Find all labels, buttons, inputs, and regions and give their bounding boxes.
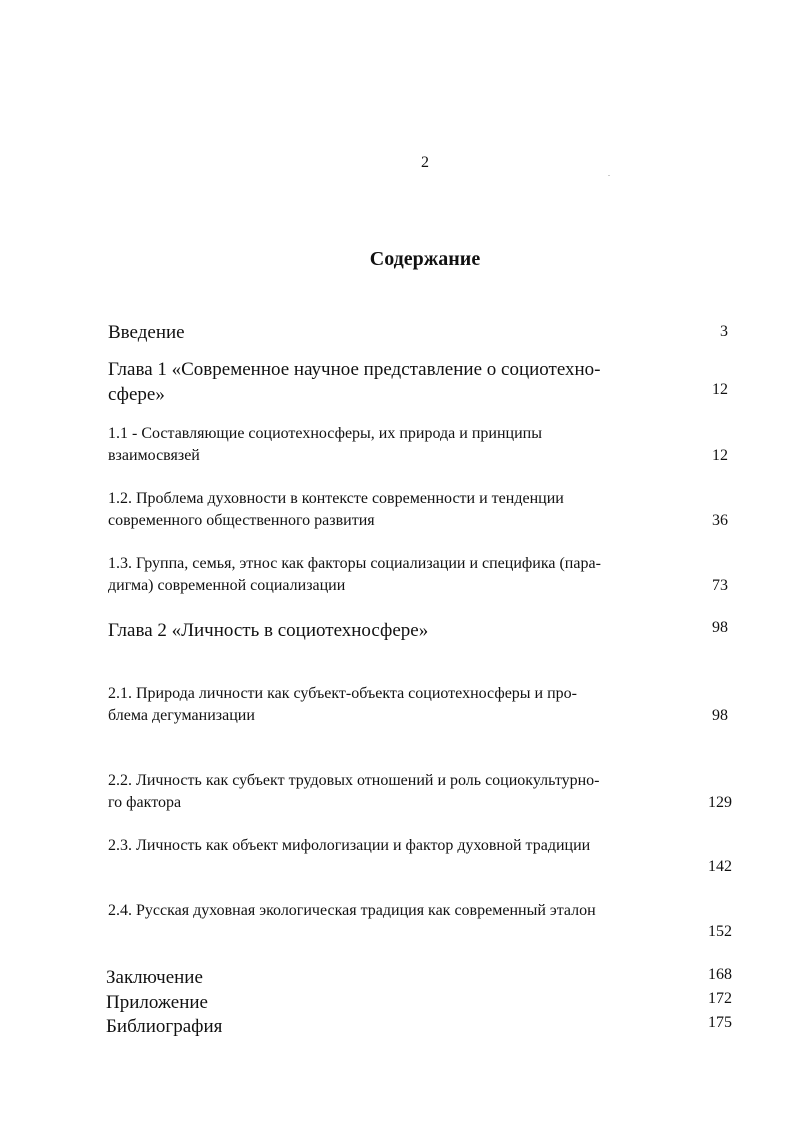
toc-entry-2-3-line-1: 2.3. Личность как объект мифологизации и фактор духовной традиции [108,837,591,854]
toc-entry-1-2-page: 36 [712,512,728,529]
toc-entry-2-1-line-1: 2.1. Природа личности как субъект-объекта социотехносферы и про- [108,685,577,702]
toc-entry-appendix-page: 172 [708,990,732,1007]
toc-entry-2-2-line-1: 2.2. Личность как субъект трудовых отношений и роль социокультурно- [108,772,600,789]
toc-entry-2-4 [108,900,732,946]
toc-entry-2-4-line-1: 2.4. Русская духовная экологическая традиция как современный эталон [108,902,596,919]
toc-entry-1-3-page: 73 [712,577,728,594]
toc-entry-chapter-1-page: 12 [712,381,728,398]
toc-entry-2-1-line-2: блема дегуманизации [108,707,255,724]
toc-entry-1-1-line-1: 1.1 - Составляющие социотехносферы, их природа и принципы [108,425,542,442]
toc-entry-1-2-line-2: современного общественного развития [108,512,375,529]
toc-entry-chapter-1-line-1: Глава 1 «Современное научное представление о социотехно- [108,359,601,380]
toc-entry-intro [108,320,728,346]
toc-entry-1-1-line-2: взаимосвязей [108,447,200,464]
toc-entry-chapter-2-text: Глава 2 «Личность в социотехносфере» [108,620,429,641]
toc-entry-2-1 [108,683,728,729]
toc-entry-intro-text: Введение [108,322,185,343]
toc-entry-chapter-1 [108,357,728,409]
toc-entry-1-3-line-2: дигма) современной социализации [108,577,346,594]
toc-entry-bibliography [106,1014,732,1040]
toc-entry-1-1 [108,423,728,469]
toc-entry-bibliography-text: Библиография [106,1016,223,1037]
toc-entry-conclusion-text: Заключение [106,967,203,988]
toc-entry-chapter-2-page: 98 [712,619,728,636]
toc-title: Содержание [369,248,481,270]
toc-entry-intro-page: 3 [720,323,728,340]
toc-entry-conclusion-page: 168 [708,966,732,983]
toc-entry-2-4-page: 152 [708,923,732,940]
toc-entry-1-2 [108,488,728,534]
toc-entry-2-2 [108,770,732,816]
toc-entry-2-2-page: 129 [708,794,732,811]
toc-entry-appendix-text: Приложение [106,992,208,1013]
toc-entry-2-3 [108,835,732,881]
toc-entry-2-3-page: 142 [708,858,732,875]
toc-entry-2-1-page: 98 [712,707,728,724]
scan-speck [608,175,610,176]
toc-entry-1-3 [108,553,728,599]
toc-entry-1-3-line-1: 1.3. Группа, семья, этнос как факторы социализации и специфика (пара- [108,555,601,572]
toc-entry-chapter-1-line-2: сфере» [108,384,165,405]
page-number: 2 [421,154,429,171]
toc-entry-1-2-line-1: 1.2. Проблема духовности в контексте современности и тенденции [108,490,564,507]
toc-entry-conclusion [106,965,732,991]
toc-entry-chapter-2 [108,618,728,644]
toc-entry-appendix [106,990,732,1016]
toc-entry-2-2-line-2: го фактора [108,794,182,811]
toc-entry-bibliography-page: 175 [708,1014,732,1031]
toc-entry-1-1-page: 12 [712,447,728,464]
